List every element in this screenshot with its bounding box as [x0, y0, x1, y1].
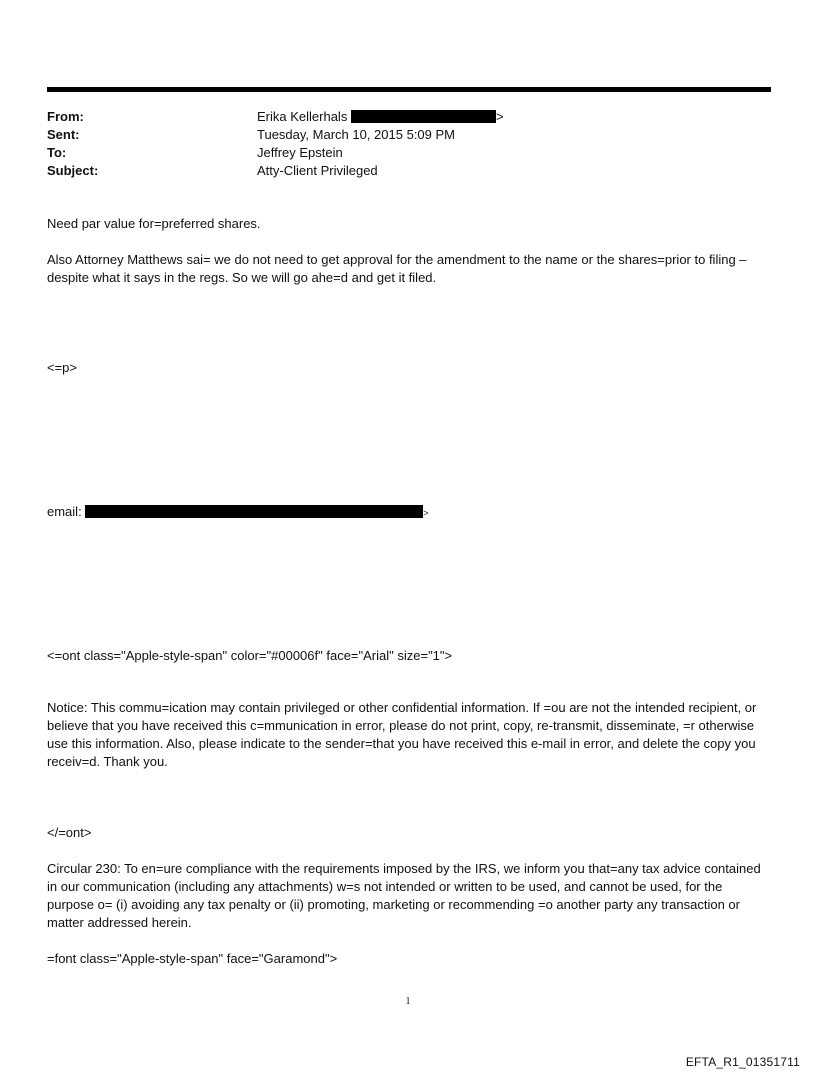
body-paragraph-close-tag: </=ont> [47, 825, 92, 840]
subject-row [47, 162, 767, 180]
redaction-box [85, 505, 423, 518]
circular-230-paragraph: Circular 230: To en=ure compliance with the requirements imposed by the IRS, we inform you that=any tax advice contained in our communication (including any attachments) w=s not intended or written to be used, and cannot be used, for the purpose o= (i) avoiding any tax penalty or (ii) promoting, marketing or recommending =o another party any transaction or matter addressed herein. [47, 861, 761, 930]
sent-label: Sent: [47, 127, 80, 142]
to-value: Jeffrey Epstein [257, 145, 343, 160]
from-value [257, 108, 504, 126]
to-row [47, 144, 767, 162]
email-label: email: [47, 504, 86, 519]
from-name: Erika Kellerhals [257, 109, 351, 124]
email-line [47, 503, 772, 522]
sent-row [47, 126, 767, 144]
subject-label: Subject: [47, 163, 99, 178]
body-paragraph-par-value: Need par value for=preferred shares. [47, 216, 261, 231]
from-close: > [495, 109, 504, 124]
email-close: > [423, 508, 429, 518]
header-divider [47, 87, 771, 92]
email-header [47, 108, 767, 180]
subject-value: Atty-Client Privileged [257, 163, 378, 178]
body-paragraph-garamond-tag: =font class="Apple-style-span" face="Garamond"> [47, 951, 338, 966]
sent-value: Tuesday, March 10, 2015 5:09 PM [257, 127, 455, 142]
redaction-box [351, 110, 496, 123]
body-paragraph-tag: <=p> [47, 360, 78, 375]
page-number: 1 [405, 996, 411, 1007]
from-label: From: [47, 109, 84, 124]
body-paragraph-font-tag: <=ont class="Apple-style-span" color="#00006f" face="Arial" size="1"> [47, 648, 453, 663]
from-row [47, 108, 767, 126]
bates-number: EFTA_R1_01351711 [685, 1055, 800, 1069]
body-paragraph-attorney: Also Attorney Matthews sai= we do not need to get approval for the amendment to the name or the shares=prior to filing – despite what it says in the regs. So we will go ahe=d and get it filed. [47, 252, 747, 285]
notice-paragraph: Notice: This commu=ication may contain privileged or other confidential information. If =ou are not the intended recipient, or believe that you have received this c=mmunication in error, please do not print, copy, re-transmit, disseminate, =r otherwise use this information. Also, please indicate to the sender=that you have received this e-mail in error, and delete the copy you receiv=d. Thank you. [47, 700, 757, 769]
to-label: To: [47, 145, 67, 160]
